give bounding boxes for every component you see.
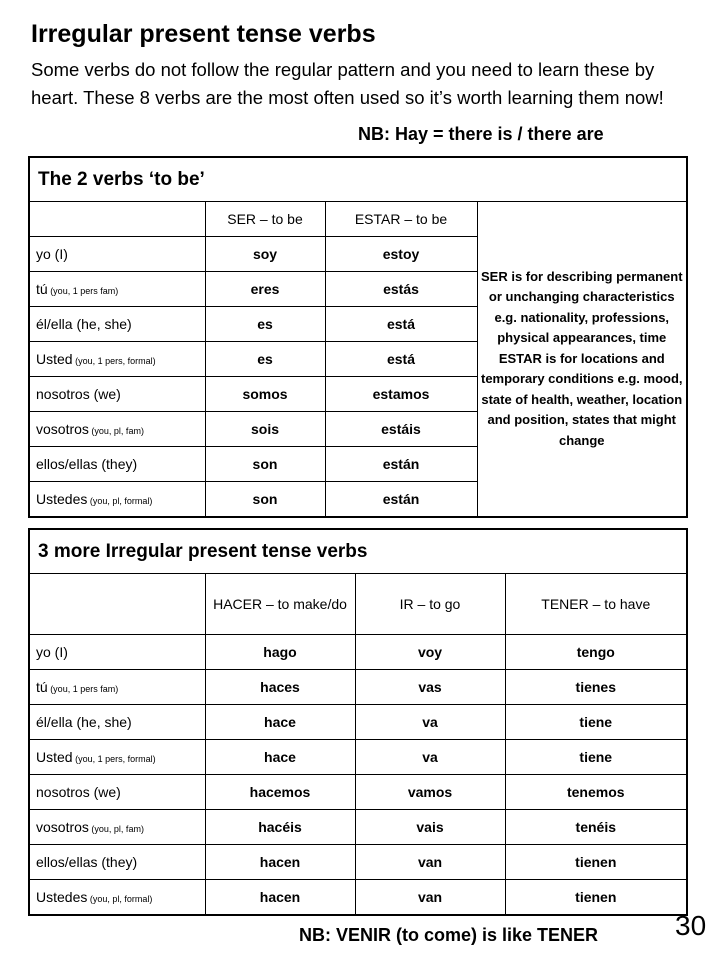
verb-form-cell: tienen bbox=[505, 845, 687, 880]
verb-form-cell: hacen bbox=[205, 845, 355, 880]
verb-form-cell: son bbox=[205, 447, 325, 482]
page-title: Irregular present tense verbs bbox=[31, 20, 376, 48]
table-row bbox=[29, 740, 687, 775]
pronoun-cell bbox=[29, 670, 205, 705]
verb-form-cell: voy bbox=[355, 635, 505, 670]
verb-form-cell: estás bbox=[325, 272, 477, 307]
verb-form-cell: hace bbox=[205, 740, 355, 775]
pronoun-cell bbox=[29, 482, 205, 518]
table1-corner-cell bbox=[29, 202, 205, 237]
pronoun-cell bbox=[29, 412, 205, 447]
table-row bbox=[29, 845, 687, 880]
ser-estar-usage-note: SER is for describing permanent or unchanging characteristics e.g. nationality, professions, physical appearances, time ESTAR is for locations and temporary conditions e.g. mood, state of health, weather, location and position, states that might change bbox=[477, 202, 687, 518]
pronoun-cell bbox=[29, 880, 205, 916]
verb-form-cell: tiene bbox=[505, 740, 687, 775]
pronoun-cell bbox=[29, 705, 205, 740]
nb-hay-note: NB: Hay = there is / there are bbox=[358, 124, 604, 144]
pronoun-detail: (you, pl, formal) bbox=[87, 496, 153, 506]
table-row bbox=[29, 670, 687, 705]
table-row bbox=[29, 810, 687, 845]
pronoun-label: Ustedes bbox=[36, 889, 88, 905]
intro-text: Some verbs do not follow the regular pattern and you need to learn these by heart. These 8 verbs are the most often used so it’s worth learning them now! bbox=[31, 59, 664, 108]
verb-form-cell: eres bbox=[205, 272, 325, 307]
verb-form-cell: es bbox=[205, 342, 325, 377]
pronoun-detail: (you, 1 pers, formal) bbox=[72, 356, 156, 366]
verb-form-cell: es bbox=[205, 307, 325, 342]
table-row bbox=[29, 635, 687, 670]
pronoun-cell bbox=[29, 307, 205, 342]
table-row bbox=[29, 880, 687, 916]
verb-form-cell: sois bbox=[205, 412, 325, 447]
pronoun-detail: (you, 1 pers fam) bbox=[47, 286, 119, 296]
pronoun-cell bbox=[29, 775, 205, 810]
column-header-ir: IR – to go bbox=[355, 574, 505, 635]
page-number: 30 bbox=[675, 910, 707, 941]
verb-form-cell: vas bbox=[355, 670, 505, 705]
pronoun-detail: (you, pl, formal) bbox=[87, 894, 153, 904]
verb-form-cell: tengo bbox=[505, 635, 687, 670]
pronoun-detail: (you, pl, fam) bbox=[88, 426, 144, 436]
verb-form-cell: vais bbox=[355, 810, 505, 845]
pronoun-label: nosotros (we) bbox=[36, 784, 121, 800]
verb-form-cell: tenemos bbox=[505, 775, 687, 810]
pronoun-label: ellos/ellas (they) bbox=[36, 456, 138, 472]
pronoun-label: tú bbox=[36, 679, 48, 695]
verb-form-cell: soy bbox=[205, 237, 325, 272]
pronoun-cell bbox=[29, 845, 205, 880]
table2-header-row bbox=[29, 574, 687, 635]
pronoun-label: vosotros bbox=[36, 819, 89, 835]
verb-form-cell: va bbox=[355, 740, 505, 775]
verb-form-cell: va bbox=[355, 705, 505, 740]
verb-form-cell: tienen bbox=[505, 880, 687, 916]
to-be-verbs-table bbox=[28, 156, 688, 518]
verb-form-cell: estáis bbox=[325, 412, 477, 447]
pronoun-cell bbox=[29, 342, 205, 377]
verb-form-cell: van bbox=[355, 880, 505, 916]
column-header-ser: SER – to be bbox=[205, 202, 325, 237]
pronoun-label: vosotros bbox=[36, 421, 89, 437]
pronoun-cell bbox=[29, 810, 205, 845]
verb-form-cell: hacemos bbox=[205, 775, 355, 810]
verb-form-cell: están bbox=[325, 447, 477, 482]
pronoun-label: Ustedes bbox=[36, 491, 88, 507]
pronoun-label: él/ella (he, she) bbox=[36, 316, 132, 332]
verb-form-cell: hago bbox=[205, 635, 355, 670]
verb-form-cell: somos bbox=[205, 377, 325, 412]
pronoun-cell bbox=[29, 237, 205, 272]
verb-form-cell: hacen bbox=[205, 880, 355, 916]
column-header-estar: ESTAR – to be bbox=[325, 202, 477, 237]
table2-corner-cell bbox=[29, 574, 205, 635]
verb-form-cell: haces bbox=[205, 670, 355, 705]
verb-form-cell: hacéis bbox=[205, 810, 355, 845]
pronoun-detail: (you, 1 pers, formal) bbox=[72, 754, 156, 764]
pronoun-label: tú bbox=[36, 281, 48, 297]
pronoun-cell bbox=[29, 377, 205, 412]
table1-heading: The 2 verbs ‘to be’ bbox=[29, 157, 687, 202]
pronoun-cell bbox=[29, 272, 205, 307]
verb-form-cell: está bbox=[325, 307, 477, 342]
column-header-tener: TENER – to have bbox=[505, 574, 687, 635]
verb-form-cell: hace bbox=[205, 705, 355, 740]
table-row bbox=[29, 705, 687, 740]
verb-form-cell: tiene bbox=[505, 705, 687, 740]
pronoun-label: él/ella (he, she) bbox=[36, 714, 132, 730]
pronoun-cell bbox=[29, 740, 205, 775]
pronoun-label: nosotros (we) bbox=[36, 386, 121, 402]
verb-form-cell: tienes bbox=[505, 670, 687, 705]
verb-form-cell: está bbox=[325, 342, 477, 377]
table1-header-row bbox=[29, 202, 687, 237]
table2-heading: 3 more Irregular present tense verbs bbox=[29, 529, 687, 574]
pronoun-cell bbox=[29, 635, 205, 670]
verb-form-cell: van bbox=[355, 845, 505, 880]
pronoun-label: yo (I) bbox=[36, 246, 68, 262]
column-header-hacer: HACER – to make/do bbox=[205, 574, 355, 635]
pronoun-detail: (you, pl, fam) bbox=[88, 824, 144, 834]
table-row bbox=[29, 775, 687, 810]
verb-form-cell: son bbox=[205, 482, 325, 518]
verb-form-cell: están bbox=[325, 482, 477, 518]
pronoun-label: ellos/ellas (they) bbox=[36, 854, 138, 870]
more-irregular-verbs-table bbox=[28, 528, 688, 916]
verb-form-cell: estoy bbox=[325, 237, 477, 272]
pronoun-detail: (you, 1 pers fam) bbox=[47, 684, 119, 694]
nb-venir-note: NB: VENIR (to come) is like TENER bbox=[299, 925, 599, 945]
pronoun-label: Usted bbox=[36, 749, 73, 765]
pronoun-label: yo (I) bbox=[36, 644, 68, 660]
verb-form-cell: vamos bbox=[355, 775, 505, 810]
pronoun-label: Usted bbox=[36, 351, 73, 367]
verb-form-cell: tenéis bbox=[505, 810, 687, 845]
verb-form-cell: estamos bbox=[325, 377, 477, 412]
pronoun-cell bbox=[29, 447, 205, 482]
